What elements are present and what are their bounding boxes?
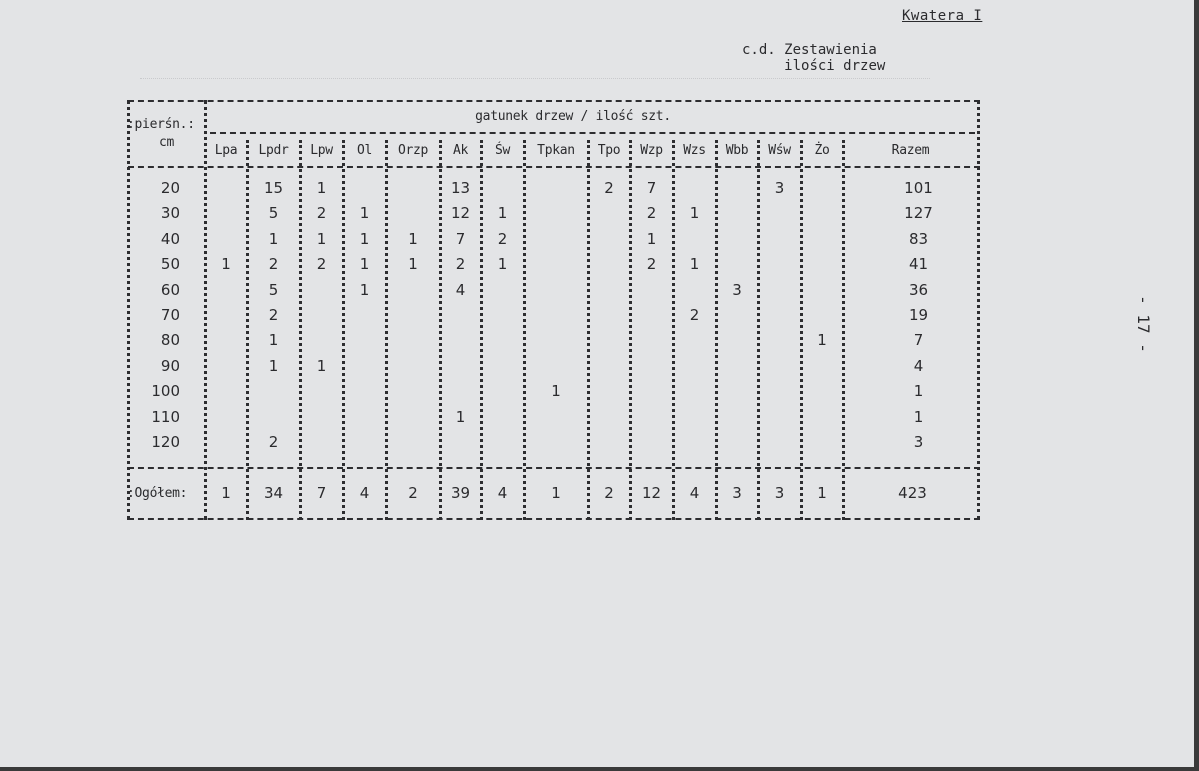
summary-cell: 1 — [221, 484, 231, 502]
total-header: Razem — [891, 143, 930, 158]
species-header: Tpo — [597, 143, 621, 158]
row-total-cell: 1 — [913, 382, 924, 401]
count-cell: 1 — [551, 382, 561, 401]
column-header-rule — [128, 166, 980, 168]
count-cell: 1 — [817, 331, 827, 350]
summary-cell: 12 — [641, 484, 662, 502]
row-header-unit: cm — [159, 135, 175, 150]
summary-cell: 3 — [774, 484, 785, 502]
row-total-cell: 7 — [913, 331, 924, 350]
count-cell: 2 — [604, 179, 614, 197]
count-cell: 4 — [455, 280, 466, 299]
count-cell: 1 — [359, 229, 370, 248]
count-cell: 2 — [268, 255, 279, 274]
summary-label: :Ogółem: — [127, 486, 188, 501]
count-cell: 3 — [732, 280, 742, 299]
count-cell: 1 — [359, 255, 370, 274]
count-cell: 2 — [268, 306, 279, 324]
row-total-cell: 36 — [908, 280, 929, 299]
row-total-cell: 41 — [908, 255, 929, 274]
subtitle-line-2: ilości drzew — [784, 58, 886, 74]
count-cell: 1 — [359, 280, 370, 299]
row-total-cell: 19 — [908, 306, 929, 324]
species-header: Lpw — [310, 143, 333, 158]
count-cell: 2 — [455, 255, 466, 274]
summary-cell: 4 — [497, 484, 508, 502]
count-cell: 3 — [774, 179, 785, 197]
column-separator — [385, 140, 388, 520]
species-header: Lpdr — [258, 143, 289, 158]
count-cell: 15 — [263, 179, 284, 197]
count-cell: 5 — [268, 204, 279, 223]
count-cell: 2 — [316, 255, 327, 274]
column-separator — [800, 140, 803, 520]
section-heading: Kwatera I — [902, 8, 983, 24]
column-separator — [587, 140, 590, 520]
body-bottom-rule — [128, 467, 980, 469]
summary-cell: 1 — [551, 484, 561, 502]
count-cell: 12 — [450, 204, 471, 223]
species-header: Ol — [356, 143, 373, 158]
count-cell: 1 — [359, 204, 370, 223]
column-separator — [342, 140, 345, 520]
summary-cell: 34 — [263, 484, 284, 502]
count-cell: 1 — [497, 204, 508, 223]
count-cell: 2 — [497, 229, 508, 248]
species-header: Wzp — [640, 143, 663, 158]
table-top-rule — [128, 100, 980, 102]
subtitle-line-1: c.d. Zestawienia — [742, 42, 877, 58]
row-total-cell: 1 — [913, 407, 924, 426]
count-cell: 1 — [268, 229, 279, 248]
count-cell: 2 — [646, 204, 657, 223]
summary-cell: 2 — [604, 484, 614, 502]
species-header: Wśw — [768, 143, 791, 158]
column-separator — [204, 100, 207, 520]
summary-cell: 39 — [450, 484, 471, 502]
column-separator — [842, 140, 845, 520]
count-cell: 1 — [408, 255, 418, 274]
count-cell: 7 — [455, 229, 466, 248]
count-cell: 1 — [455, 407, 466, 426]
column-separator — [672, 140, 675, 520]
species-header: Wbb — [725, 143, 749, 158]
column-separator — [299, 140, 302, 520]
count-cell: 1 — [221, 255, 231, 274]
count-cell: 5 — [268, 280, 279, 299]
summary-cell: 7 — [316, 484, 327, 502]
count-cell: 1 — [268, 356, 279, 375]
document-subtitle — [742, 42, 885, 74]
row-total-cell: 83 — [908, 229, 929, 248]
species-header: Św — [494, 143, 511, 158]
diameter-cell: 110 — [151, 407, 180, 426]
column-separator — [480, 140, 483, 520]
faint-guide-line — [140, 78, 930, 79]
page-number: - 17 - — [1134, 295, 1153, 353]
column-separator — [523, 140, 526, 520]
count-cell: 2 — [316, 204, 327, 223]
species-header: Tpkan — [537, 143, 575, 158]
group-header: gatunek drzew / ilość szt. — [475, 109, 671, 124]
count-cell: 2 — [689, 306, 700, 324]
column-separator — [127, 100, 130, 520]
diameter-cell: 90 — [160, 356, 180, 375]
species-header: Lpa — [214, 143, 238, 158]
count-cell: 1 — [497, 255, 508, 274]
summary-cell: 4 — [359, 484, 370, 502]
column-separator — [715, 140, 718, 520]
count-cell: 13 — [450, 179, 471, 197]
diameter-cell: 70 — [160, 306, 180, 324]
species-header: Wzs — [683, 143, 706, 158]
count-cell: 2 — [268, 433, 279, 451]
count-cell: 1 — [316, 229, 327, 248]
summary-cell: 1 — [817, 484, 827, 502]
row-total-cell: 101 — [904, 179, 933, 197]
grand-total-cell: 423 — [898, 484, 927, 502]
count-cell: 1 — [646, 229, 657, 248]
count-cell: 1 — [316, 356, 327, 375]
column-separator — [629, 140, 632, 520]
diameter-cell: 120 — [151, 433, 180, 451]
column-separator — [977, 100, 980, 520]
count-cell: 7 — [646, 179, 657, 197]
diameter-cell: 40 — [160, 229, 180, 248]
count-cell: 1 — [689, 204, 700, 223]
row-header-label: :pierśn.: — [127, 117, 195, 132]
species-header: Żo — [814, 143, 830, 158]
count-cell: 2 — [646, 255, 657, 274]
diameter-cell: 60 — [160, 280, 180, 299]
diameter-cell: 80 — [160, 331, 180, 350]
table-bottom-rule — [128, 518, 980, 520]
diameter-cell: 30 — [160, 204, 180, 223]
count-cell: 1 — [316, 179, 327, 197]
diameter-cell: 50 — [160, 255, 180, 274]
column-separator — [439, 140, 442, 520]
diameter-cell: 100 — [151, 382, 180, 401]
group-header-rule — [210, 132, 975, 134]
species-header: Orzp — [397, 143, 429, 158]
count-cell: 1 — [268, 331, 279, 350]
summary-cell: 4 — [689, 484, 700, 502]
column-separator — [246, 140, 249, 520]
row-total-cell: 127 — [904, 204, 933, 223]
row-total-cell: 4 — [913, 356, 924, 375]
count-cell: 1 — [408, 229, 418, 248]
row-total-cell: 3 — [913, 433, 924, 451]
diameter-cell: 20 — [160, 179, 180, 197]
count-cell: 1 — [689, 255, 700, 274]
summary-cell: 3 — [732, 484, 742, 502]
summary-cell: 2 — [408, 484, 418, 502]
column-separator — [757, 140, 760, 520]
species-header: Ak — [452, 143, 469, 158]
